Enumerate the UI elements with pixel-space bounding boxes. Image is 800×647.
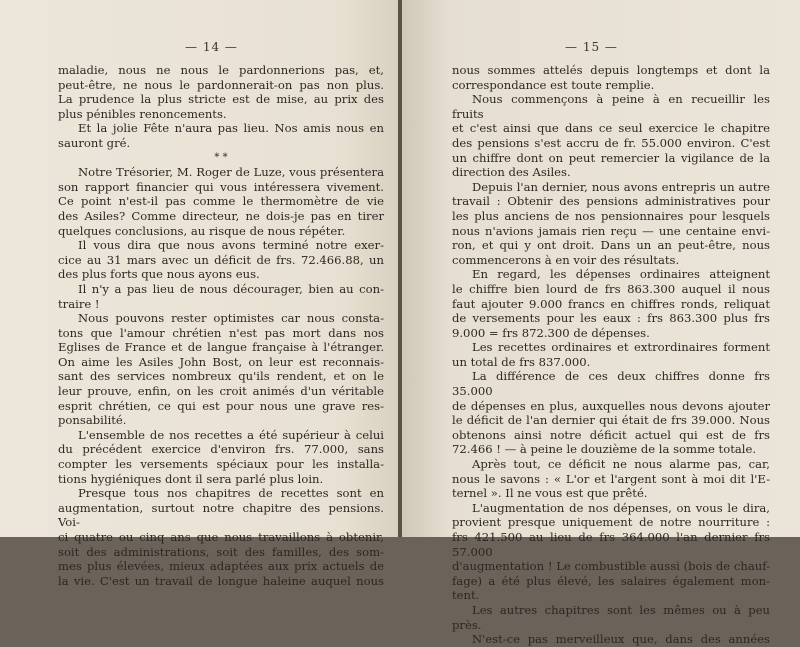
text-line: correspondance est toute remplie. bbox=[452, 77, 655, 92]
text-line: des Asiles? Comme directeur, ne dois-je pas en tirer bbox=[58, 208, 384, 223]
text-line: d'augmentation ! Le combustible aussi (bois de chauf- bbox=[452, 559, 770, 574]
text-line: le chiffre bien lourd de frs 863.300 auquel il nous bbox=[452, 281, 770, 296]
text-line: peut-être, ne nous le pardonnerait-on pas non plus. bbox=[58, 77, 384, 92]
text-line: leur prouve, enfin, on les croit animés d'un véritable bbox=[58, 384, 384, 399]
text-line: de dépenses en plus, auxquelles nous devons ajouter bbox=[452, 398, 770, 413]
text-line: Ce point n'est-il pas comme le thermomètre de vie bbox=[58, 194, 384, 209]
text-line: la vie. C'est un travail de longue haleine auquel nous bbox=[58, 573, 384, 588]
text-line: provient presque uniquement de notre nourriture : bbox=[452, 515, 770, 530]
text-line: Et la jolie Fête n'aura pas lieu. Nos amis nous en bbox=[78, 121, 384, 136]
text-line: un chiffre dont on peut remercier la vigilance de la bbox=[452, 150, 770, 165]
text-line: son rapport financier qui vous intéressera vivement. bbox=[58, 179, 384, 194]
text-line: mes plus élevées, mieux adaptées aux prix actuels de bbox=[58, 559, 384, 574]
text-line: travail : Obtenir des pensions administratives pour bbox=[452, 194, 770, 209]
text-line: et c'est ainsi que dans ce seul exercice le chapitre bbox=[452, 121, 770, 136]
text-line: direction des Asiles. bbox=[452, 165, 571, 180]
text-line: L'augmentation de nos dépenses, on vous le dira, bbox=[472, 500, 770, 515]
text-line: En regard, les dépenses ordinaires atteignent bbox=[472, 267, 770, 282]
text-line: ponsabilité. bbox=[58, 413, 127, 428]
text-line: La prudence la plus stricte est de mise, au prix des bbox=[58, 92, 384, 107]
page-number: — 15 — bbox=[565, 40, 618, 54]
text-line: quelques conclusions, au risque de nous répéter. bbox=[58, 223, 346, 238]
page-body bbox=[58, 63, 384, 588]
text-line: fage) a été plus élevé, les salaires également mon- bbox=[452, 573, 770, 588]
text-line: tons que l'amour chrétien n'est pas mort dans nos bbox=[58, 325, 384, 340]
text-line: On aime les Asiles John Bost, on leur est reconnais- bbox=[58, 354, 384, 369]
text-line: Nous commençons à peine à en recueillir les fruits bbox=[452, 92, 770, 121]
text-line: ci quatre ou cinq ans que nous travaillons à obtenir, bbox=[58, 530, 384, 544]
text-line: des pensions s'est accru de fr. 55.000 environ. C'est bbox=[452, 135, 770, 150]
text-line: 9.000 = frs 872.300 de dépenses. bbox=[452, 325, 650, 340]
section-separator: * * bbox=[214, 151, 228, 163]
text-line: obtenons ainsi notre déficit actuel qui est de frs bbox=[452, 427, 770, 442]
text-line: compter les versements spéciaux pour les installa- bbox=[58, 457, 384, 472]
page-body bbox=[452, 63, 770, 647]
text-line: 72.466 ! — à peine le douzième de la somme totale. bbox=[452, 442, 757, 457]
text-line: Les autres chapitres sont les mêmes ou à peu près. bbox=[452, 602, 770, 632]
text-line: de versements pour les eaux : frs 863.300 plus frs bbox=[452, 311, 770, 326]
text-line: Notre Trésorier, M. Roger de Luze, vous présentera bbox=[78, 165, 384, 180]
text-line: Après tout, ce déficit ne nous alarme pas, car, bbox=[472, 457, 770, 472]
text-line: N'est-ce pas merveilleux que, dans des années bbox=[472, 632, 770, 647]
text-line: ron, et qui y ont droit. Dans un an peut-être, nous bbox=[452, 238, 770, 253]
text-line: augmentation, surtout notre chapitre des pensions. Voi- bbox=[58, 500, 384, 530]
text-line: Il n'y a pas lieu de nous décourager, bien au con- bbox=[78, 281, 384, 296]
text-line: du précédent exercice d'environ frs. 77.000, sans bbox=[58, 442, 384, 457]
text-line: tions hygiéniques dont il sera parlé plus loin. bbox=[58, 471, 324, 486]
text-line: maladie, nous ne nous le pardonnerions pas, et, bbox=[58, 63, 384, 77]
text-line: Presque tous nos chapitres de recettes sont en bbox=[78, 486, 384, 501]
text-line: les plus anciens de nos pensionnaires pour lesquels bbox=[452, 208, 770, 223]
text-line: frs 421.500 au lieu de frs 364.000 l'an dernier frs 57.000 bbox=[452, 530, 770, 559]
left-page bbox=[0, 0, 398, 588]
text-line: Nous pouvons rester optimistes car nous consta- bbox=[78, 311, 384, 326]
text-line: sauront gré. bbox=[58, 135, 131, 150]
text-line: cice au 31 mars avec un déficit de frs. 72.466.88, un bbox=[58, 252, 384, 267]
text-line: esprit chrétien, ce qui est pour nous une grave res- bbox=[58, 398, 384, 413]
text-line: Les recettes ordinaires et extrordinaires forment bbox=[472, 340, 770, 355]
text-line: Eglises de France et de langue française à l'étranger. bbox=[58, 340, 384, 355]
text-line: nous n'avions jamais rien reçu — une centaine envi- bbox=[452, 223, 770, 238]
text-line: traire ! bbox=[58, 296, 100, 311]
text-line: nous le savons : « L'or et l'argent sont à moi dit l'E- bbox=[452, 471, 770, 486]
text-line: soit des administrations, soit des familles, des som- bbox=[58, 544, 384, 559]
text-line: Depuis l'an dernier, nous avons entrepris un autre bbox=[472, 179, 770, 194]
text-line: Il vous dira que nous avons terminé notre exer- bbox=[78, 238, 384, 253]
text-line: un total de frs 837.000. bbox=[452, 354, 591, 369]
text-line: commencerons à en voir des résultats. bbox=[452, 252, 680, 267]
text-line: tent. bbox=[452, 588, 480, 603]
text-line: faut ajouter 9.000 francs en chiffres ronds, reliquat bbox=[452, 296, 770, 311]
text-line: plus pénibles renoncements. bbox=[58, 106, 227, 121]
text-line: nous sommes attelés depuis longtemps et dont la bbox=[452, 63, 770, 77]
page-number: — 14 — bbox=[185, 40, 238, 54]
text-line: La différence de ces deux chiffres donne frs 35.000 bbox=[452, 369, 770, 399]
text-line: sant des services nombreux qu'ils rendent, et on le bbox=[58, 369, 384, 384]
text-line: L'ensemble de nos recettes a été supérieur à celui bbox=[78, 427, 384, 442]
text-line: le déficit de l'an dernier qui était de frs 39.000. Nous bbox=[452, 413, 770, 428]
text-line: ternel ». Il ne vous est que prêté. bbox=[452, 486, 648, 501]
text-line: des plus forts que nous ayons eus. bbox=[58, 267, 260, 282]
